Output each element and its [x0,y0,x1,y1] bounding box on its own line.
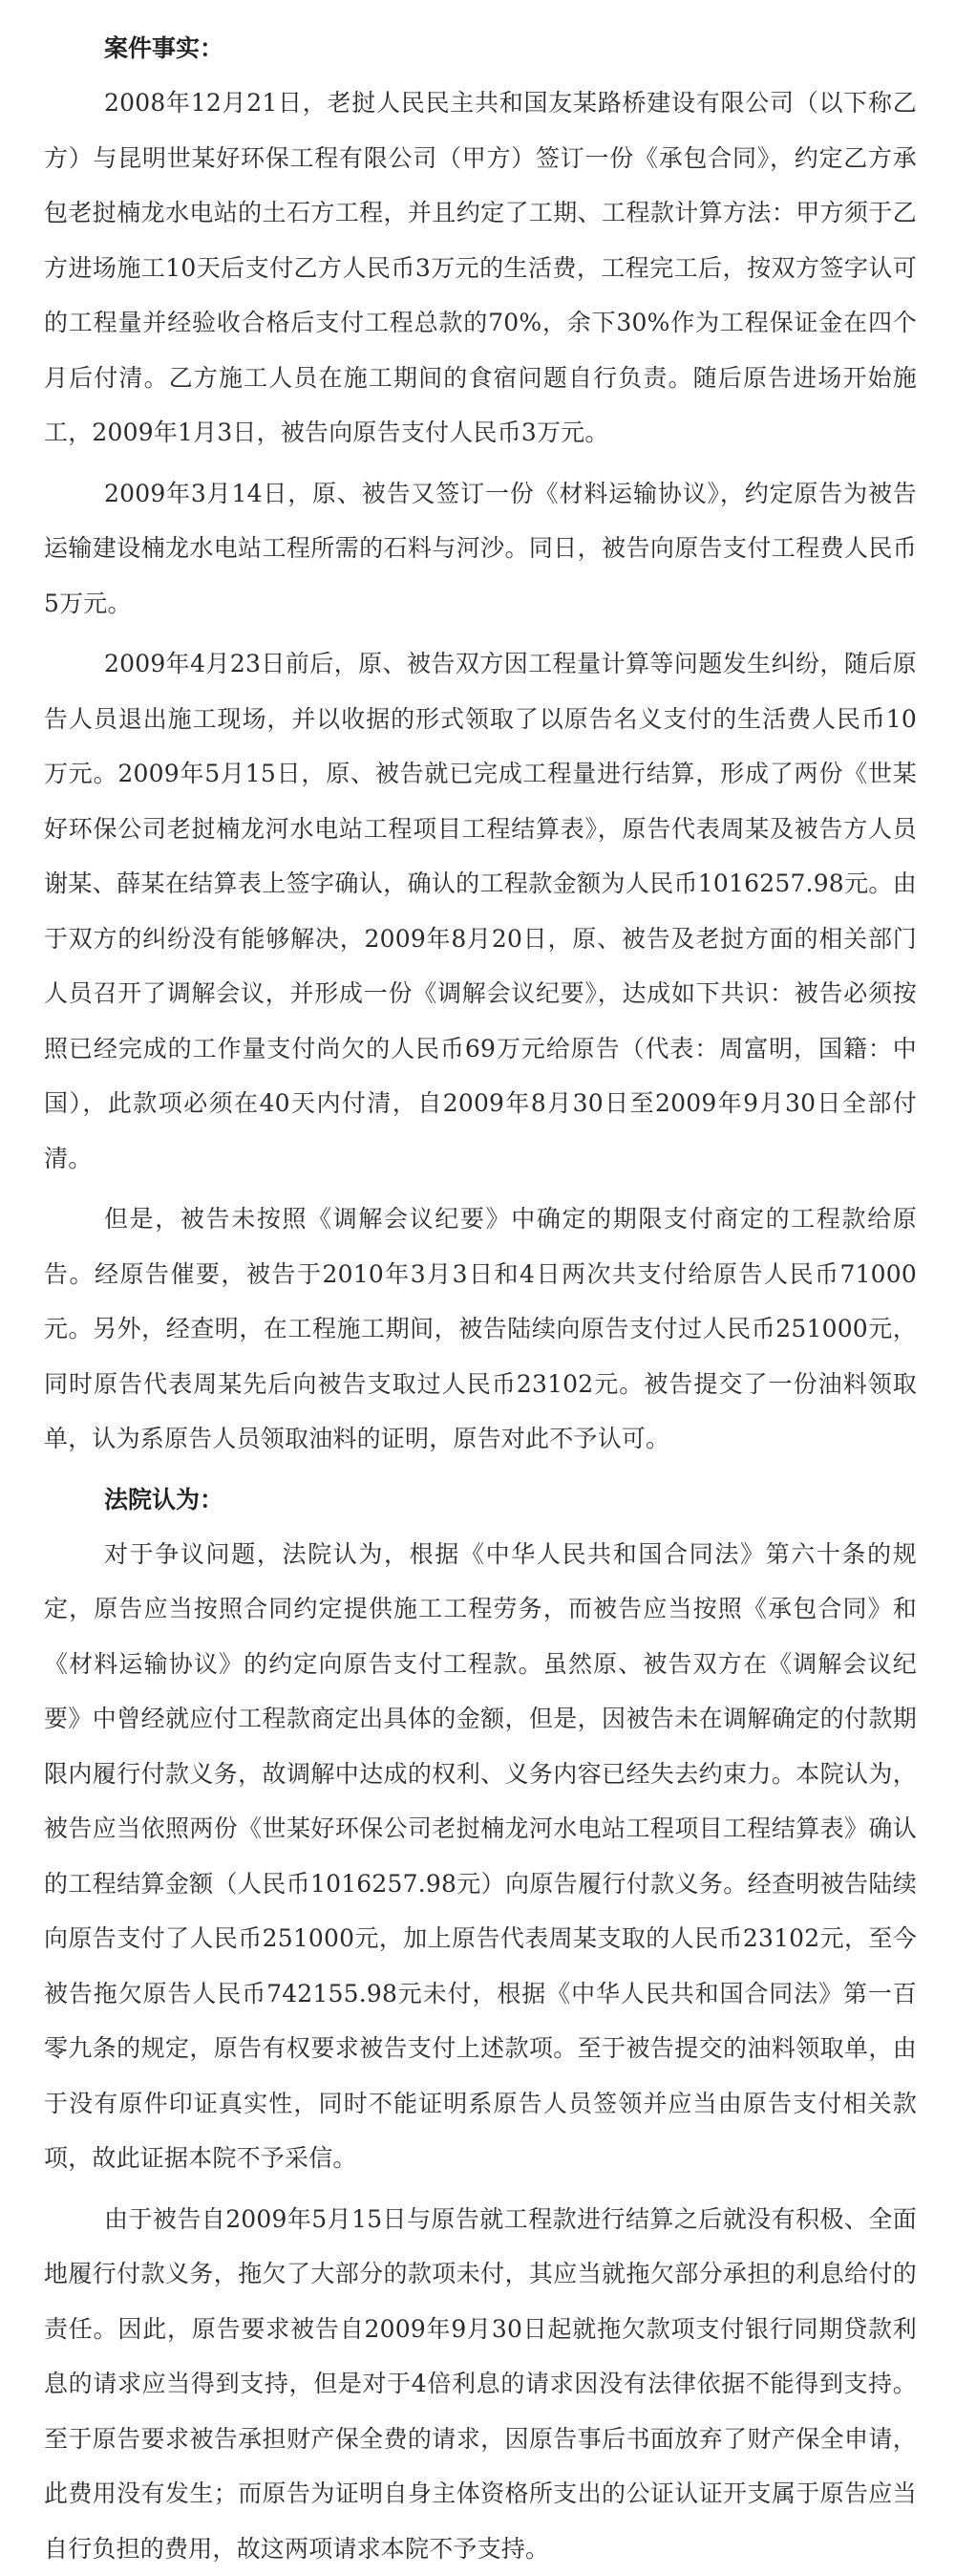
paragraph-payment-facts: 但是，被告未按照《调解会议纪要》中确定的期限支付商定的工程款给原告。经原告催要，被告于2010年3月3日和4日两次共支付给原告人民币71000元。另外，经查明，在工程施工期间，被告陆续向原告支付过人民币251000元，同时原告代表周某先后向被告支取过人民币23102元。被告提交了一份油料领取单，认为系原告人员领取油料的证明，原告对此不予认可。 [44,1191,917,1467]
section-heading-court-opinion: 法院认为： [44,1472,917,1527]
paragraph-transport-agreement: 2009年3月14日，原、被告又签订一份《材料运输协议》，约定原告为被告运输建设楠龙水电站工程所需的石料与河沙。同日，被告向原告支付工程费人民币5万元。 [44,466,917,632]
section-heading-facts: 案件事实： [44,21,917,75]
paragraph-court-reasoning: 对于争议问题，法院认为，根据《中华人民共和国合同法》第六十条的规定，原告应当按照合同约定提供施工工程劳务，而被告应当按照《承包合同》和《材料运输协议》的约定向原告支付工程款。虽然原、被告双方在《调解会议纪要》中曾经就应付工程款商定出具体的金额，但是，因被告未在调解确定的付款期限内履行付款义务，故调解中达成的权利、义务内容已经失去约束力。本院认为，被告应当依照两份《世某好环保公司老挝楠龙河水电站工程项目工程结算表》确认的工程结算金额（人民币1016257.98元）向原告履行付款义务。经查明被告陆续向原告支付了人民币251000元，加上原告代表周某支取的人民币23102元，至今被告拖欠原告人民币742155.98元未付，根据《中华人民共和国合同法》第一百零九条的规定，原告有权要求被告支付上述款项。至于被告提交的油料领取单，由于没有原件印证真实性，同时不能证明系原告人员签领并应当由原告支付相关款项，故此证据本院不予采信。 [44,1527,917,2186]
paragraph-dispute-settlement: 2009年4月23日前后，原、被告双方因工程量计算等问题发生纠纷，随后原告人员退出施工现场，并以收据的形式领取了以原告名义支付的生活费人民币10万元。2009年5月15日，原、被告就已完成工程量进行结算，形成了两份《世某好环保公司老挝楠龙河水电站工程项目工程结算表》，原告代表周某及被告方人员谢某、薛某在结算表上签字确认，确认的工程款金额为人民币1016257.98元。由于双方的纠纷没有能够解决，2009年8月20日，原、被告及老挝方面的相关部门人员召开了调解会议，并形成一份《调解会议纪要》，达成如下共识：被告必须按照已经完成的工作量支付尚欠的人民币69万元给原告（代表：周富明，国籍：中国），此款项必须在40天内付清，自2009年8月30日至2009年9月30日全部付清。 [44,636,917,1186]
paragraph-contract: 2008年12月21日，老挝人民民主共和国友某路桥建设有限公司（以下称乙方）与昆明世某好环保工程有限公司（甲方）签订一份《承包合同》，约定乙方承包老挝楠龙水电站的土石方工程，并且约定了工期、工程款计算方法：甲方须于乙方进场施工10天后支付乙方人民币3万元的生活费，工程完工后，按双方签字认可的工程量并经验收合格后支付工程总款的70%，余下30%作为工程保证金在四个月后付清。乙方施工人员在施工期间的食宿问题自行负责。随后原告进场开始施工，2009年1月3日，被告向原告支付人民币3万元。 [44,75,917,461]
paragraph-interest-ruling: 由于被告自2009年5月15日与原告就工程款进行结算之后就没有积极、全面地履行付款义务，拖欠了大部分的款项未付，其应当就拖欠部分承担的利息给付的责任。因此，原告要求被告自2009年9月30日起就拖欠款项支付银行同期贷款利息的请求应当得到支持，但是对于4倍利息的请求因没有法律依据不能得到支持。至于原告要求被告承担财产保全费的请求，因原告事后书面放弃了财产保全申请，此费用没有发生；而原告为证明自身主体资格所支出的公证认证开支属于原告应当自行负担的费用，故这两项请求本院不予支持。 [44,2192,917,2576]
